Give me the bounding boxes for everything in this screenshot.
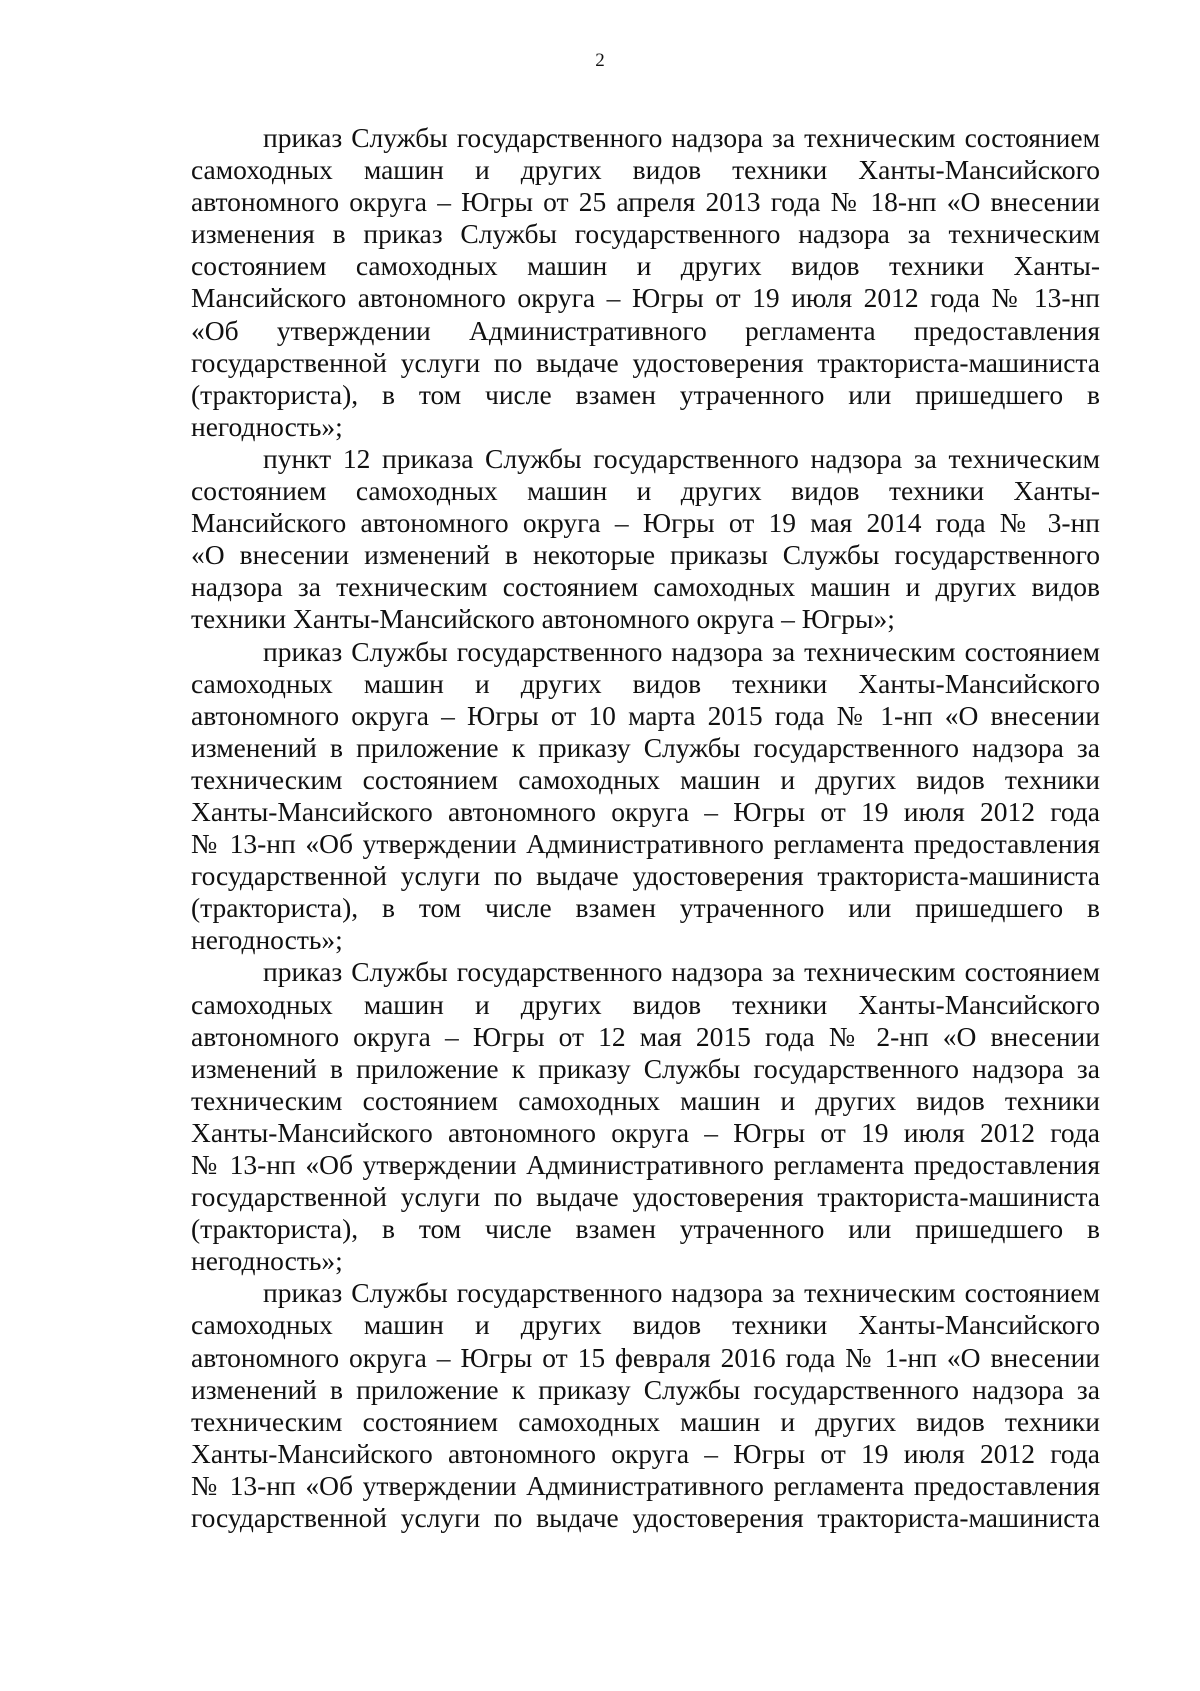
text-line: техническим состоянием самоходных машин и других видов техники: [191, 763, 1100, 795]
text-line: государственной услуги по выдаче удостоверения тракториста-машиниста: [191, 1502, 1100, 1534]
text-line: автономного округа – Югры от 25 апреля 2013 года № 18-нп «О внесении: [191, 186, 1100, 218]
text-line: государственной услуги по выдаче удостоверения тракториста-машиниста: [191, 346, 1100, 378]
text-line: приказ Службы государственного надзора за техническим состоянием: [263, 122, 1100, 153]
text-line: техническим состоянием самоходных машин и других видов техники: [191, 1405, 1100, 1437]
text-line: самоходных машин и других видов техники Ханты-Мансийского: [191, 1309, 1100, 1341]
text-line: Мансийского автономного округа – Югры от 19 мая 2014 года № 3-нп: [191, 507, 1100, 539]
text-line: изменений в приложение к приказу Службы государственного надзора за: [191, 1052, 1100, 1084]
text-line: Ханты-Мансийского автономного округа – Югры от 19 июля 2012 года: [191, 1437, 1100, 1469]
text-line: автономного округа – Югры от 15 февраля 2016 года № 1-нп «О внесении: [191, 1341, 1100, 1373]
text-line: (тракториста), в том числе взамен утраченного или пришедшего в: [191, 1213, 1100, 1245]
text-line: государственной услуги по выдаче удостоверения тракториста-машиниста: [191, 1181, 1100, 1213]
text-line: «Об утверждении Административного регламента предоставления: [191, 314, 1100, 346]
text-line: самоходных машин и других видов техники Ханты-Мансийского: [191, 988, 1100, 1020]
text-line: Ханты-Мансийского автономного округа – Югры от 19 июля 2012 года: [191, 795, 1100, 827]
text-line: состоянием самоходных машин и других видов техники Ханты-: [191, 475, 1100, 507]
text-line: Ханты-Мансийского автономного округа – Югры от 19 июля 2012 года: [191, 1116, 1100, 1148]
text-line: приказ Службы государственного надзора за техническим состоянием: [263, 956, 1100, 988]
text-line: самоходных машин и других видов техники Ханты-Мансийского: [191, 667, 1100, 699]
document-body: [191, 122, 1100, 1534]
text-line: изменений в приложение к приказу Службы государственного надзора за: [191, 731, 1100, 763]
text-line: приказ Службы государственного надзора за техническим состоянием: [263, 635, 1100, 667]
text-line: изменений в приложение к приказу Службы государственного надзора за: [191, 1373, 1100, 1405]
text-line: № 13-нп «Об утверждении Административного регламента предоставления: [191, 1469, 1100, 1501]
text-line: Мансийского автономного округа – Югры от 19 июля 2012 года № 13-нп: [191, 282, 1100, 314]
page-number: 2: [595, 50, 605, 71]
text-line: (тракториста), в том числе взамен утраченного или пришедшего в: [191, 378, 1100, 410]
text-line: «О внесении изменений в некоторые приказы Службы государственного: [191, 539, 1100, 571]
text-line: изменения в приказ Службы государственного надзора за техническим: [191, 218, 1100, 250]
text-line: пункт 12 приказа Службы государственного надзора за техническим: [263, 442, 1100, 474]
text-line: негодность»;: [191, 924, 343, 956]
text-line: негодность»;: [191, 410, 343, 442]
text-line: № 13-нп «Об утверждении Административного регламента предоставления: [191, 1149, 1100, 1180]
text-line: негодность»;: [191, 1245, 343, 1277]
text-line: автономного округа – Югры от 10 марта 2015 года № 1-нп «О внесении: [191, 699, 1100, 731]
text-line: состоянием самоходных машин и других видов техники Ханты-: [191, 250, 1100, 282]
text-line: № 13-нп «Об утверждении Административного регламента предоставления: [191, 828, 1100, 860]
text-line: надзора за техническим состоянием самоходных машин и других видов: [191, 571, 1100, 603]
text-line: государственной услуги по выдаче удостоверения тракториста-машиниста: [191, 860, 1100, 892]
text-line: самоходных машин и других видов техники Ханты-Мансийского: [191, 154, 1100, 186]
text-line: техники Ханты-Мансийского автономного округа – Югры»;: [191, 603, 895, 635]
text-line: (тракториста), в том числе взамен утраченного или пришедшего в: [191, 892, 1100, 924]
text-line: приказ Службы государственного надзора за техническим состоянием: [263, 1277, 1100, 1309]
text-line: техническим состоянием самоходных машин и других видов техники: [191, 1084, 1100, 1116]
text-line: автономного округа – Югры от 12 мая 2015 года № 2-нп «О внесении: [191, 1020, 1100, 1052]
